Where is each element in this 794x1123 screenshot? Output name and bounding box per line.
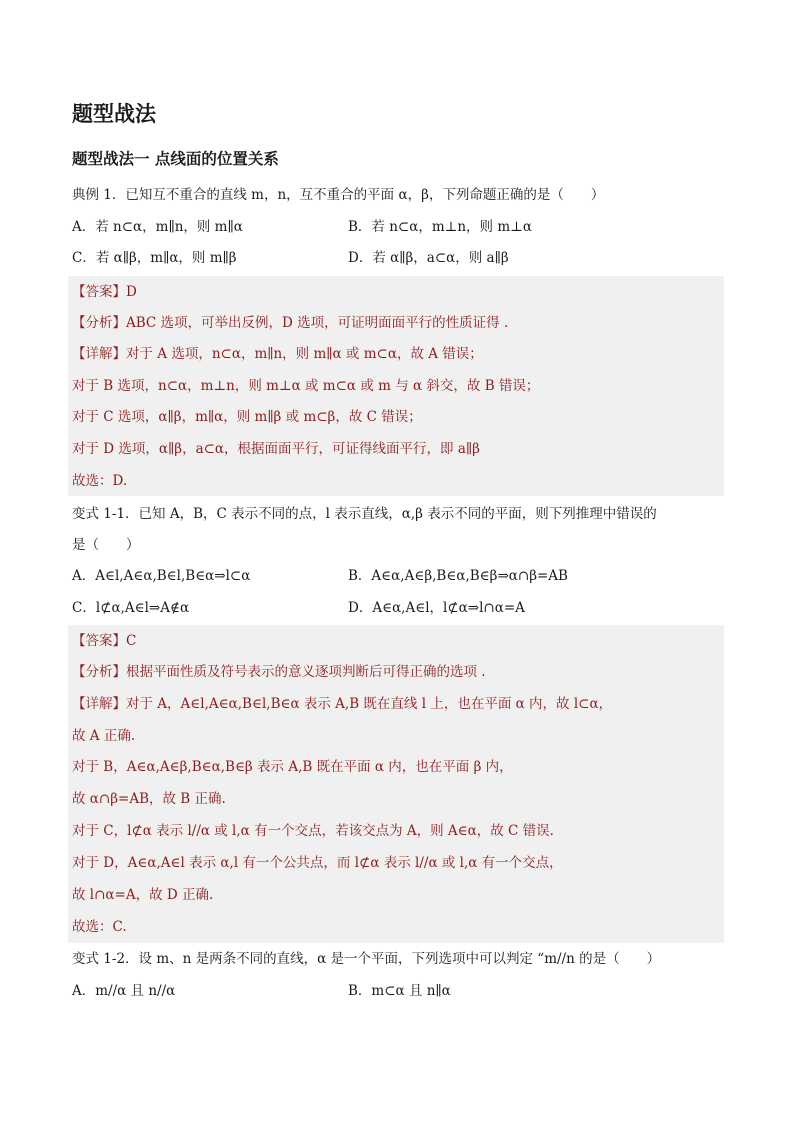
ex1-detail-2: 对于 B 选项，n⊂α，m⊥n，则 m⊥α 或 m⊂α 或 m 与 α 斜交，故 B 错误；: [72, 378, 540, 394]
ex2-choice: 故选：C.: [72, 919, 127, 935]
ex1-answer: 【答案】D: [72, 284, 137, 300]
ex3-option-a: A．m//α 且 n//α: [72, 983, 176, 999]
ex2-question-line-2: 是（ ）: [72, 537, 140, 553]
ex2-question-line-1: 变式 1-1．已知 A，B，C 表示不同的点，l 表示直线，α,β 表示不同的平面，则下列推理中错误的: [72, 506, 657, 522]
ex2-detail-5: 对于 C，l⊄α 表示 l//α 或 l,α 有一个交点，若该交点为 A，则 A∈α，故 C 错误.: [72, 823, 554, 839]
ex1-choice: 故选：D.: [72, 473, 128, 489]
ex2-detail-3: 对于 B，A∈α,A∈β,B∈α,B∈β 表示 A,B 既在平面 α 内，也在平面 β 内，: [72, 759, 513, 775]
ex2-detail-2: 故 A 正确.: [72, 728, 136, 744]
ex2-answer: 【答案】C: [72, 633, 137, 649]
ex1-analysis: 【分析】ABC 选项，可举出反例，D 选项，可证明面面平行的性质证得 .: [72, 315, 509, 331]
ex1-option-d: D．若 α∥β，a⊂α，则 a∥β: [348, 250, 509, 266]
ex3-option-b: B．m⊂α 且 n∥α: [348, 983, 451, 999]
ex2-analysis: 【分析】根据平面性质及符号表示的意义逐项判断后可得正确的选项 .: [72, 664, 486, 680]
ex1-detail-1: 【详解】对于 A 选项，n⊂α，m∥n，则 m∥α 或 m⊂α，故 A 错误；: [72, 346, 483, 362]
ex2-option-a: A．A∈l,A∈α,B∈l,B∈α⇒l⊂α: [72, 568, 251, 584]
ex2-detail-4: 故 α∩β=AB，故 B 正确.: [72, 791, 226, 807]
ex2-option-d: D．A∈α,A∈l，l⊄α⇒l∩α=A: [348, 600, 525, 616]
ex3-question: 变式 1-2．设 m、n 是两条不同的直线，α 是一个平面，下列选项中可以判定 “m//n 的是（ ）: [72, 951, 661, 967]
ex2-detail-7: 故 l∩α=A，故 D 正确.: [72, 887, 214, 903]
ex1-detail-3: 对于 C 选项，α∥β，m∥α，则 m∥β 或 m⊂β，故 C 错误；: [72, 409, 422, 425]
section-title: 题型战法: [72, 102, 156, 126]
ex1-question: 典例 1．已知互不重合的直线 m，n，互不重合的平面 α，β，下列命题正确的是（ ）: [72, 187, 605, 203]
ex2-detail-6: 对于 D，A∈α,A∈l 表示 α,l 有一个公共点，而 l⊄α 表示 l//α 或 l,α 有一个交点，: [72, 855, 563, 871]
ex2-option-b: B．A∈α,A∈β,B∈α,B∈β⇒α∩β=AB: [348, 568, 568, 584]
ex1-option-c: C．若 α∥β，m∥α，则 m∥β: [72, 250, 237, 266]
ex1-option-a: A．若 n⊂α，m∥n，则 m∥α: [72, 219, 243, 235]
ex2-option-c: C．l⊄α,A∈l⇒A∉α: [72, 600, 190, 616]
ex1-option-b: B．若 n⊂α，m⊥n，则 m⊥α: [348, 219, 532, 235]
subsection-title: 题型战法一 点线面的位置关系: [72, 150, 279, 168]
ex1-detail-4: 对于 D 选项，α∥β，a⊂α，根据面面平行，可证得线面平行，即 a∥β: [72, 441, 480, 457]
ex2-detail-1: 【详解】对于 A，A∈l,A∈α,B∈l,B∈α 表示 A,B 既在直线 l 上，也在平面 α 内，故 l⊂α，: [72, 696, 613, 712]
